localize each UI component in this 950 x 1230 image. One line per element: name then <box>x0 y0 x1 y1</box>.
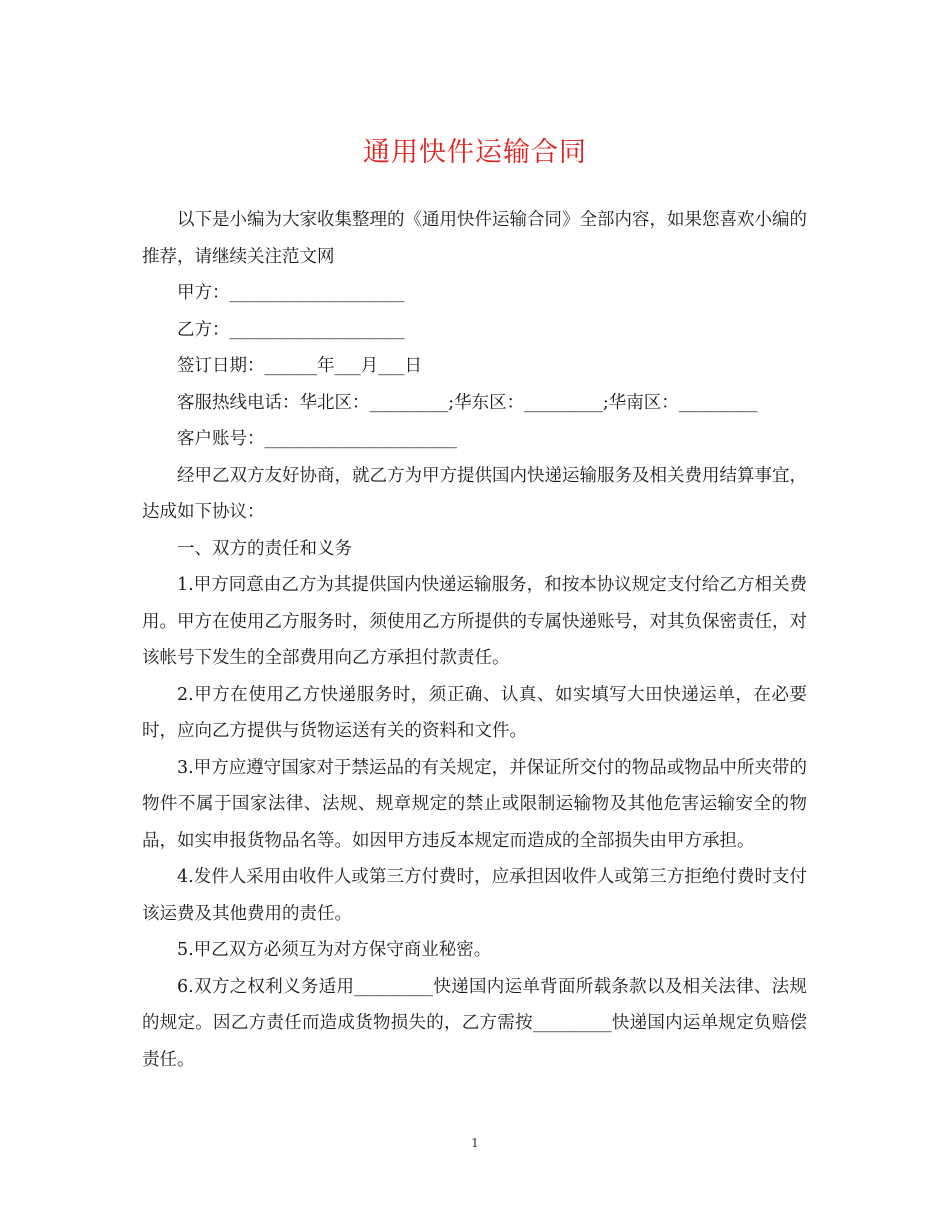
clause-6: 6.双方之权利义务适用_________快递国内运单背面所载条款以及相关法律、法规的规定。因乙方责任而造成货物损失的，乙方需按_________快递国内运单规定负赔偿责任。 <box>142 976 807 1070</box>
account-field: 客户账号：______________________ <box>177 429 457 449</box>
agreement-paragraph: 经甲乙双方友好协商，就乙方为甲方提供国内快递运输服务及相关费用结算事宜，达成如下协议： <box>142 465 807 522</box>
clause-3: 3.甲方应遵守国家对于禁运品的有关规定，并保证所交付的物品或物品中所夹带的物件不属于国家法律、法规、规章规定的禁止或限制运输物及其他危害运输安全的物品，如实申报货物品名等。如因甲方违反本规定而造成的全部损失由甲方承担。 <box>142 757 807 851</box>
section-heading: 一、双方的责任和义务 <box>177 538 352 559</box>
clause-5: 5.甲乙双方必须互为对方保守商业秘密。 <box>177 940 492 960</box>
clause-1: 1.甲方同意由乙方为其提供国内快递运输服务，和按本协议规定支付给乙方相关费用。甲方在使用乙方服务时，须使用乙方所提供的专属快递账号，对其负保密责任，对该帐号下发生的全部费用向乙方承担付款责任。 <box>142 575 807 668</box>
party-b-field: 乙方：____________________ <box>177 319 405 340</box>
document-title: 通用快件运输合同 <box>363 137 587 168</box>
clause-4: 4.发件人采用由收件人或第三方付费时，应承担因收件人或第三方拒绝付费时支付该运费及其他费用的责任。 <box>142 867 807 924</box>
document-body <box>142 202 807 1078</box>
clause-2: 2.甲方在使用乙方快递服务时，须正确、认真、如实填写大田快递运单，在必要时，应向乙方提供与货物运送有关的资料和文件。 <box>142 684 807 741</box>
party-a-field: 甲方：____________________ <box>177 283 405 303</box>
intro-paragraph: 以下是小编为大家收集整理的《通用快件运输合同》全部内容，如果您喜欢小编的推荐，请继续关注范文网 <box>142 210 807 267</box>
signing-date-field: 签订日期：______年___月___日 <box>177 356 422 376</box>
page-number: 1 <box>471 1136 479 1150</box>
hotline-field: 客服热线电话：华北区：_________;华东区：_________;华南区：_________ <box>177 392 758 413</box>
